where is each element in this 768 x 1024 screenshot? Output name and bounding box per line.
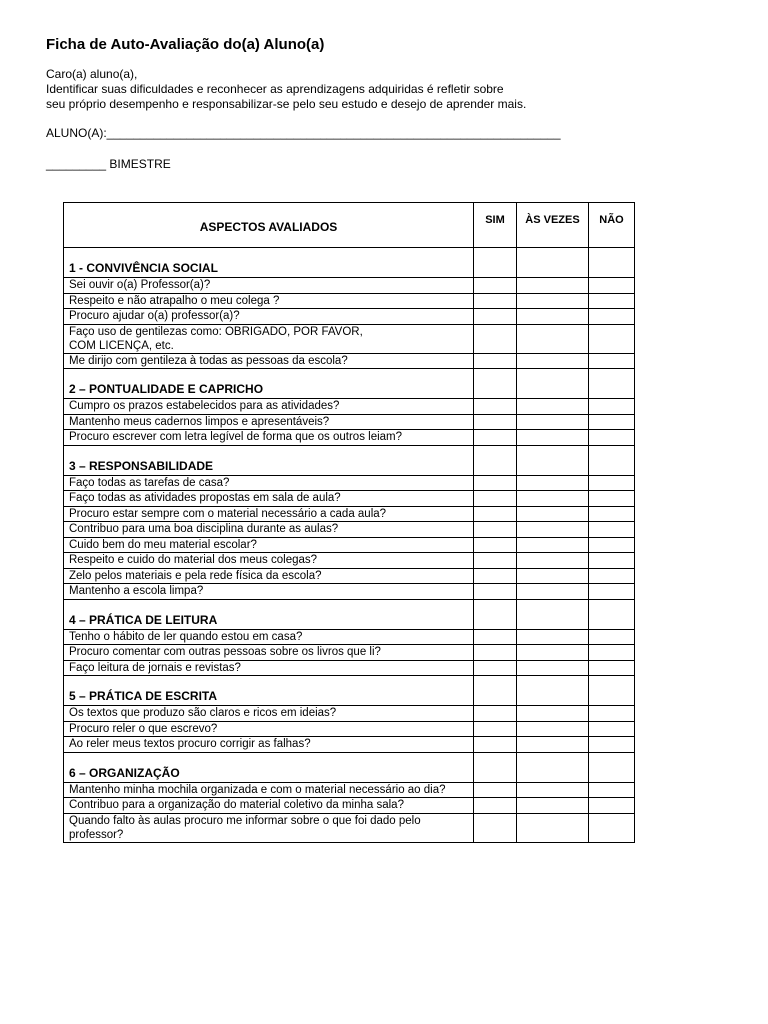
answer-sim[interactable] (474, 584, 517, 600)
question-text: Faço todas as tarefas de casa? (64, 475, 474, 491)
answer-nao-checkbox[interactable] (594, 476, 629, 491)
answer-as-vezes[interactable] (517, 353, 589, 369)
answer-as-vezes[interactable] (517, 537, 589, 553)
section-sim-cell (474, 599, 517, 629)
table-row (64, 645, 635, 661)
answer-as-vezes[interactable] (517, 737, 589, 753)
answer-nao-checkbox[interactable] (594, 553, 629, 568)
table-row (64, 798, 635, 814)
table-row (64, 414, 635, 430)
intro-line-2: seu próprio desempenho e responsabilizar-se pelo seu estudo e desejo de aprender mais. (46, 97, 527, 111)
answer-nao-checkbox[interactable] (594, 814, 629, 842)
answer-as-vezes[interactable] (517, 660, 589, 676)
question-text: Tenho o hábito de ler quando estou em casa? (64, 629, 474, 645)
question-text: Contribuo para a organização do material coletivo da minha sala? (64, 798, 474, 814)
answer-nao[interactable] (589, 645, 635, 661)
answer-as-vezes-checkbox[interactable] (522, 278, 583, 293)
answer-as-vezes[interactable] (517, 798, 589, 814)
answer-sim[interactable] (474, 324, 517, 353)
answer-nao-checkbox[interactable] (594, 584, 629, 599)
answer-nao-checkbox[interactable] (594, 630, 629, 645)
answer-sim[interactable] (474, 660, 517, 676)
section-header-row (64, 248, 635, 278)
answer-as-vezes[interactable] (517, 506, 589, 522)
answer-nao-checkbox[interactable] (594, 737, 629, 752)
answer-nao[interactable] (589, 278, 635, 294)
answer-nao-checkbox[interactable] (594, 538, 629, 553)
answer-sim-checkbox[interactable] (479, 737, 511, 752)
answer-as-vezes[interactable] (517, 278, 589, 294)
section-header-row (64, 676, 635, 706)
answer-sim-checkbox[interactable] (479, 569, 511, 584)
header-as-vezes: ÀS VEZES (517, 203, 589, 248)
evaluation-table (63, 202, 635, 843)
section-nao-cell (589, 369, 635, 399)
answer-as-vezes[interactable] (517, 293, 589, 309)
section-title: 4 – PRÁTICA DE LEITURA (64, 599, 474, 629)
answer-sim[interactable] (474, 706, 517, 722)
answer-as-vezes-checkbox[interactable] (522, 522, 583, 537)
answer-as-vezes-checkbox[interactable] (522, 584, 583, 599)
answer-sim-checkbox[interactable] (479, 415, 511, 430)
answer-sim-checkbox[interactable] (479, 661, 511, 676)
table-row (64, 522, 635, 538)
answer-as-vezes-checkbox[interactable] (522, 430, 583, 445)
table-row (64, 706, 635, 722)
table-row (64, 353, 635, 369)
table-row (64, 430, 635, 446)
answer-sim-checkbox[interactable] (479, 538, 511, 553)
answer-sim-checkbox[interactable] (479, 645, 511, 660)
answer-as-vezes-checkbox[interactable] (522, 507, 583, 522)
section-nao-cell (589, 445, 635, 475)
answer-nao[interactable] (589, 629, 635, 645)
answer-sim-checkbox[interactable] (479, 278, 511, 293)
answer-as-vezes-checkbox[interactable] (522, 415, 583, 430)
answer-sim-checkbox[interactable] (479, 354, 511, 369)
section-title: 1 - CONVIVÊNCIA SOCIAL (64, 248, 474, 278)
answer-as-vezes[interactable] (517, 645, 589, 661)
table-row (64, 553, 635, 569)
answer-nao[interactable] (589, 568, 635, 584)
answer-sim[interactable] (474, 721, 517, 737)
answer-nao-checkbox[interactable] (594, 706, 629, 721)
answer-nao[interactable] (589, 721, 635, 737)
table-header-row (64, 203, 635, 248)
answer-sim-checkbox[interactable] (479, 553, 511, 568)
answer-nao[interactable] (589, 309, 635, 325)
section-header-row (64, 599, 635, 629)
answer-sim[interactable] (474, 491, 517, 507)
question-text: Procuro comentar com outras pessoas sobre os livros que li? (64, 645, 474, 661)
table-row (64, 782, 635, 798)
question-text: Procuro reler o que escrevo? (64, 721, 474, 737)
answer-nao-checkbox[interactable] (594, 278, 629, 293)
section-sim-cell (474, 752, 517, 782)
answer-as-vezes[interactable] (517, 584, 589, 600)
answer-as-vezes[interactable] (517, 553, 589, 569)
table-row (64, 629, 635, 645)
answer-as-vezes-checkbox[interactable] (522, 661, 583, 676)
answer-as-vezes-checkbox[interactable] (522, 783, 583, 798)
answer-sim[interactable] (474, 353, 517, 369)
table-row (64, 737, 635, 753)
answer-nao-checkbox[interactable] (594, 645, 629, 660)
answer-as-vezes[interactable] (517, 568, 589, 584)
table-row (64, 324, 635, 353)
section-header-row (64, 445, 635, 475)
answer-as-vezes-checkbox[interactable] (522, 399, 583, 414)
answer-as-vezes[interactable] (517, 522, 589, 538)
answer-as-vezes-checkbox[interactable] (522, 491, 583, 506)
bimester-field[interactable]: _________ BIMESTRE (46, 157, 171, 171)
answer-nao[interactable] (589, 584, 635, 600)
answer-nao-checkbox[interactable] (594, 399, 629, 414)
page-title: Ficha de Auto-Avaliação do(a) Aluno(a) (46, 36, 325, 53)
answer-sim-checkbox[interactable] (479, 399, 511, 414)
section-header-row (64, 752, 635, 782)
answer-nao[interactable] (589, 737, 635, 753)
question-text: Faço todas as atividades propostas em sala de aula? (64, 491, 474, 507)
answer-as-vezes[interactable] (517, 629, 589, 645)
intro-text (46, 67, 726, 112)
section-as-vezes-cell (517, 369, 589, 399)
answer-as-vezes[interactable] (517, 706, 589, 722)
answer-as-vezes-checkbox[interactable] (522, 325, 583, 353)
question-text: Faço uso de gentilezas como: OBRIGADO, POR FAVOR, COM LICENÇA, etc. (64, 324, 474, 353)
answer-nao[interactable] (589, 553, 635, 569)
answer-as-vezes-checkbox[interactable] (522, 798, 583, 813)
question-text: Os textos que produzo são claros e ricos em ideias? (64, 706, 474, 722)
answer-nao[interactable] (589, 782, 635, 798)
answer-sim-checkbox[interactable] (479, 814, 511, 842)
question-text: Respeito e não atrapalho o meu colega ? (64, 293, 474, 309)
question-text: Respeito e cuido do material dos meus colegas? (64, 553, 474, 569)
answer-as-vezes-checkbox[interactable] (522, 553, 583, 568)
answer-as-vezes[interactable] (517, 491, 589, 507)
answer-sim[interactable] (474, 309, 517, 325)
answer-nao-checkbox[interactable] (594, 783, 629, 798)
table-row (64, 309, 635, 325)
question-text: Mantenho a escola limpa? (64, 584, 474, 600)
answer-as-vezes-checkbox[interactable] (522, 538, 583, 553)
answer-nao[interactable] (589, 414, 635, 430)
answer-sim[interactable] (474, 813, 517, 842)
answer-sim-checkbox[interactable] (479, 476, 511, 491)
answer-as-vezes-checkbox[interactable] (522, 294, 583, 309)
answer-as-vezes[interactable] (517, 430, 589, 446)
table-row (64, 506, 635, 522)
answer-nao-checkbox[interactable] (594, 309, 629, 324)
section-as-vezes-cell (517, 752, 589, 782)
answer-sim-checkbox[interactable] (479, 507, 511, 522)
answer-sim-checkbox[interactable] (479, 430, 511, 445)
answer-nao-checkbox[interactable] (594, 722, 629, 737)
question-text: Mantenho meus cadernos limpos e apresentáveis? (64, 414, 474, 430)
header-aspects: ASPECTOS AVALIADOS (64, 203, 474, 248)
question-text: Procuro ajudar o(a) professor(a)? (64, 309, 474, 325)
answer-as-vezes[interactable] (517, 399, 589, 415)
answer-nao-checkbox[interactable] (594, 294, 629, 309)
answer-nao-checkbox[interactable] (594, 325, 629, 353)
table-row (64, 537, 635, 553)
answer-sim[interactable] (474, 645, 517, 661)
section-sim-cell (474, 248, 517, 278)
section-sim-cell (474, 369, 517, 399)
answer-as-vezes[interactable] (517, 782, 589, 798)
answer-nao[interactable] (589, 353, 635, 369)
answer-nao-checkbox[interactable] (594, 354, 629, 369)
answer-nao[interactable] (589, 537, 635, 553)
question-text: Sei ouvir o(a) Professor(a)? (64, 278, 474, 294)
answer-sim[interactable] (474, 278, 517, 294)
answer-sim[interactable] (474, 430, 517, 446)
question-text: Mantenho minha mochila organizada e com o material necessário ao dia? (64, 782, 474, 798)
answer-nao[interactable] (589, 399, 635, 415)
question-text: Contribuo para uma boa disciplina durante as aulas? (64, 522, 474, 538)
answer-sim[interactable] (474, 568, 517, 584)
student-name-field[interactable]: ALUNO(A):____________________________________________________________________ (46, 126, 561, 140)
answer-as-vezes-checkbox[interactable] (522, 737, 583, 752)
intro-greeting: Caro(a) aluno(a), (46, 67, 138, 81)
question-text: Cumpro os prazos estabelecidos para as atividades? (64, 399, 474, 415)
answer-sim[interactable] (474, 475, 517, 491)
intro-line-1: Identificar suas dificuldades e reconhecer as aprendizagens adquiridas é refletir sobre (46, 82, 504, 96)
answer-sim-checkbox[interactable] (479, 630, 511, 645)
answer-nao-checkbox[interactable] (594, 569, 629, 584)
answer-sim[interactable] (474, 537, 517, 553)
answer-sim[interactable] (474, 399, 517, 415)
table-row (64, 813, 635, 842)
answer-nao[interactable] (589, 324, 635, 353)
answer-sim-checkbox[interactable] (479, 491, 511, 506)
section-title: 2 – PONTUALIDADE E CAPRICHO (64, 369, 474, 399)
table-row (64, 584, 635, 600)
table-row (64, 568, 635, 584)
table-row (64, 491, 635, 507)
answer-nao[interactable] (589, 660, 635, 676)
answer-sim[interactable] (474, 522, 517, 538)
answer-sim-checkbox[interactable] (479, 706, 511, 721)
answer-sim[interactable] (474, 737, 517, 753)
header-nao: NÃO (589, 203, 635, 248)
answer-as-vezes-checkbox[interactable] (522, 630, 583, 645)
answer-sim[interactable] (474, 506, 517, 522)
section-as-vezes-cell (517, 445, 589, 475)
answer-nao[interactable] (589, 506, 635, 522)
section-nao-cell (589, 248, 635, 278)
answer-sim-checkbox[interactable] (479, 294, 511, 309)
answer-as-vezes-checkbox[interactable] (522, 706, 583, 721)
answer-as-vezes-checkbox[interactable] (522, 814, 583, 842)
answer-as-vezes-checkbox[interactable] (522, 569, 583, 584)
answer-sim[interactable] (474, 293, 517, 309)
section-as-vezes-cell (517, 599, 589, 629)
answer-sim-checkbox[interactable] (479, 783, 511, 798)
answer-as-vezes-checkbox[interactable] (522, 722, 583, 737)
section-nao-cell (589, 752, 635, 782)
answer-nao-checkbox[interactable] (594, 491, 629, 506)
answer-sim[interactable] (474, 782, 517, 798)
answer-nao[interactable] (589, 813, 635, 842)
answer-nao[interactable] (589, 430, 635, 446)
answer-sim[interactable] (474, 553, 517, 569)
answer-nao-checkbox[interactable] (594, 415, 629, 430)
answer-sim-checkbox[interactable] (479, 522, 511, 537)
answer-sim[interactable] (474, 798, 517, 814)
section-as-vezes-cell (517, 676, 589, 706)
table-row (64, 278, 635, 294)
answer-sim-checkbox[interactable] (479, 584, 511, 599)
header-sim: SIM (474, 203, 517, 248)
answer-sim-checkbox[interactable] (479, 722, 511, 737)
answer-nao-checkbox[interactable] (594, 661, 629, 676)
answer-nao[interactable] (589, 706, 635, 722)
table-row (64, 399, 635, 415)
answer-sim-checkbox[interactable] (479, 798, 511, 813)
question-text: Faço leitura de jornais e revistas? (64, 660, 474, 676)
section-sim-cell (474, 676, 517, 706)
answer-as-vezes[interactable] (517, 721, 589, 737)
question-text: Cuido bem do meu material escolar? (64, 537, 474, 553)
question-text: Procuro estar sempre com o material necessário a cada aula? (64, 506, 474, 522)
section-nao-cell (589, 676, 635, 706)
answer-nao[interactable] (589, 798, 635, 814)
question-text: Procuro escrever com letra legível de forma que os outros leiam? (64, 430, 474, 446)
question-text: Quando falto às aulas procuro me informar sobre o que foi dado pelo professor? (64, 813, 474, 842)
answer-as-vezes[interactable] (517, 324, 589, 353)
section-title: 6 – ORGANIZAÇÃO (64, 752, 474, 782)
table-row (64, 475, 635, 491)
answer-as-vezes-checkbox[interactable] (522, 476, 583, 491)
answer-as-vezes[interactable] (517, 414, 589, 430)
answer-nao-checkbox[interactable] (594, 430, 629, 445)
answer-as-vezes-checkbox[interactable] (522, 309, 583, 324)
answer-as-vezes-checkbox[interactable] (522, 645, 583, 660)
section-as-vezes-cell (517, 248, 589, 278)
answer-sim-checkbox[interactable] (479, 309, 511, 324)
answer-as-vezes[interactable] (517, 475, 589, 491)
answer-as-vezes-checkbox[interactable] (522, 354, 583, 369)
answer-nao[interactable] (589, 475, 635, 491)
table-row (64, 721, 635, 737)
question-text: Zelo pelos materiais e pela rede física da escola? (64, 568, 474, 584)
table-row (64, 293, 635, 309)
answer-nao[interactable] (589, 491, 635, 507)
answer-nao[interactable] (589, 522, 635, 538)
answer-sim[interactable] (474, 414, 517, 430)
question-text: Me dirijo com gentileza à todas as pessoas da escola? (64, 353, 474, 369)
answer-nao-checkbox[interactable] (594, 798, 629, 813)
answer-nao-checkbox[interactable] (594, 507, 629, 522)
section-title: 3 – RESPONSABILIDADE (64, 445, 474, 475)
table-row (64, 660, 635, 676)
answer-as-vezes[interactable] (517, 309, 589, 325)
question-text: Ao reler meus textos procuro corrigir as falhas? (64, 737, 474, 753)
section-header-row (64, 369, 635, 399)
section-title: 5 – PRÁTICA DE ESCRITA (64, 676, 474, 706)
answer-nao[interactable] (589, 293, 635, 309)
section-nao-cell (589, 599, 635, 629)
answer-nao-checkbox[interactable] (594, 522, 629, 537)
answer-sim[interactable] (474, 629, 517, 645)
section-sim-cell (474, 445, 517, 475)
answer-sim-checkbox[interactable] (479, 325, 511, 353)
answer-as-vezes[interactable] (517, 813, 589, 842)
